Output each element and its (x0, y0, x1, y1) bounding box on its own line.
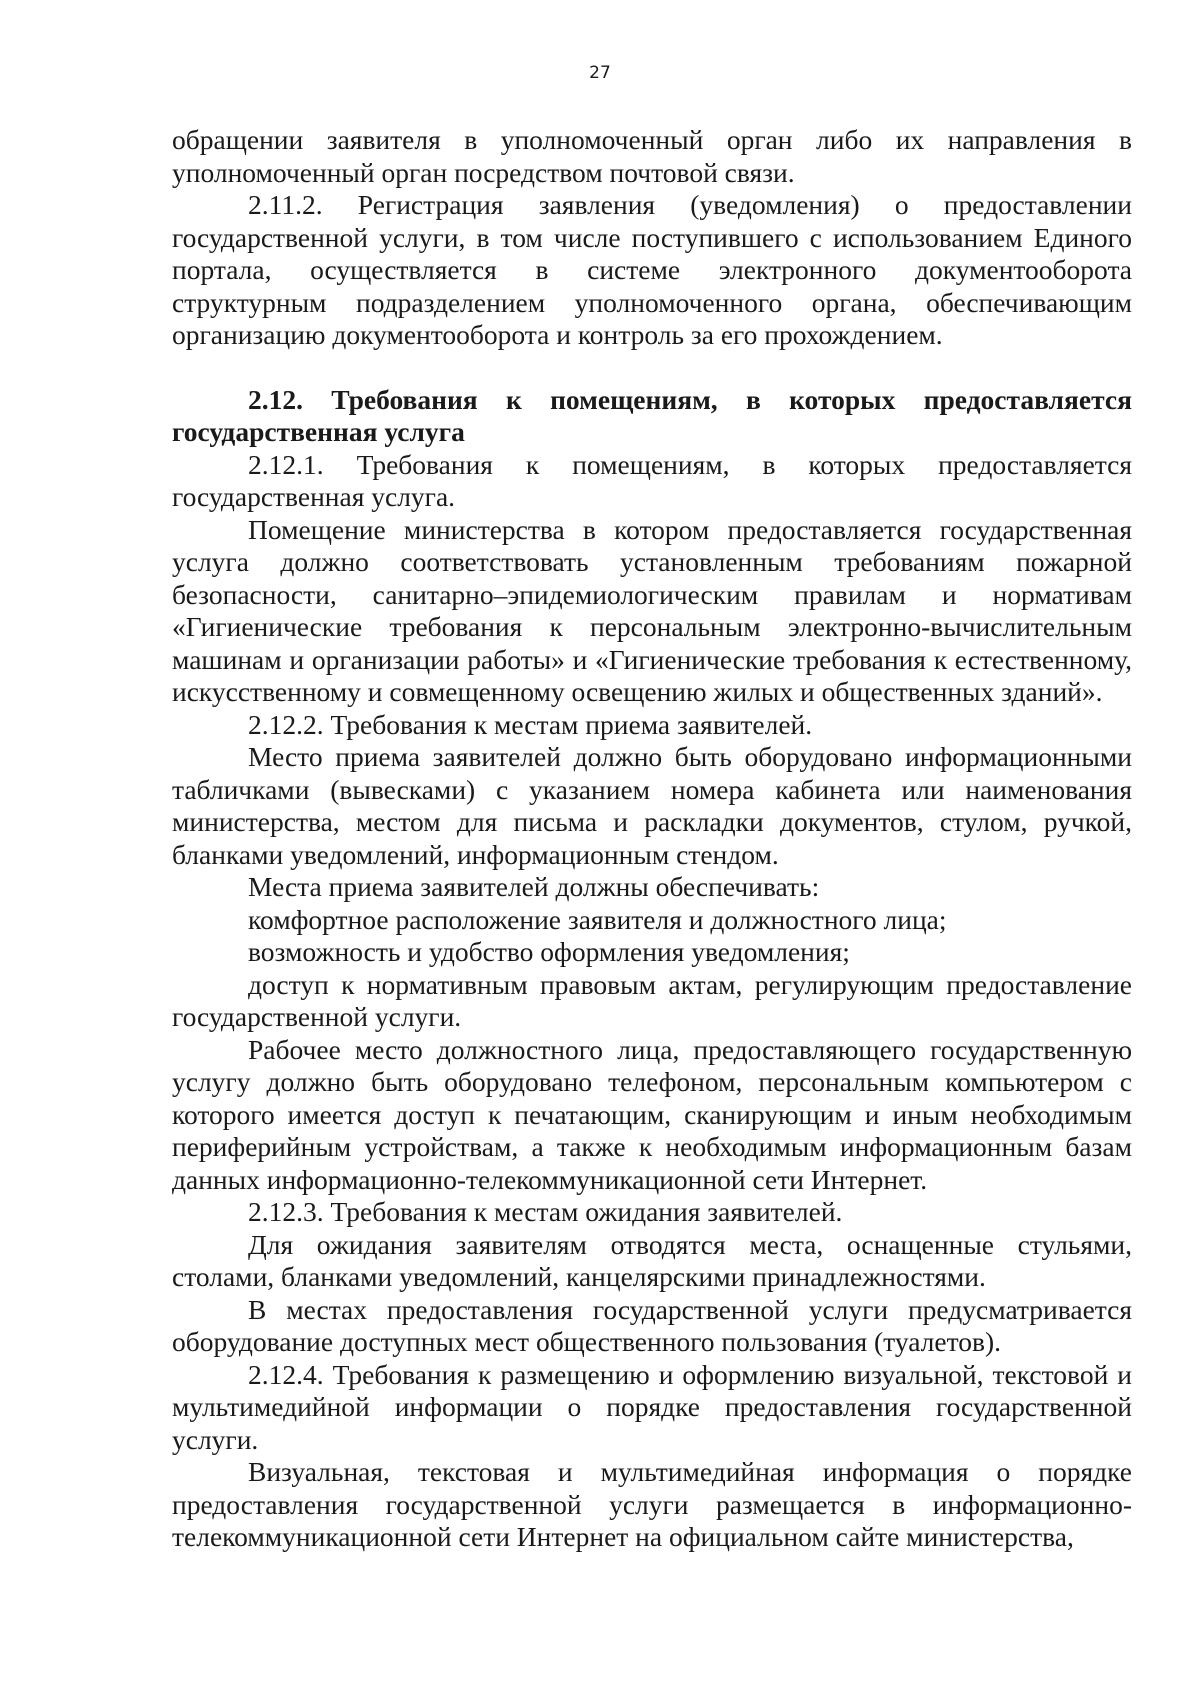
document-body (172, 124, 1132, 1554)
paragraph-2-12-3: 2.12.3. Требования к местам ожидания заявителей. (248, 1196, 843, 1227)
list-item-convenience: возможность и удобство оформления уведомления; (248, 936, 850, 967)
paragraph-2-12-2: 2.12.2. Требования к местам приема заявителей. (248, 708, 813, 740)
paragraph-restrooms: В местах предоставления государственной услуги предусматривается оборудование доступных мест общественного пользования (туалетов). (172, 1293, 1132, 1357)
list-item-comfort: комфортное расположение заявителя и должностного лица; (248, 903, 947, 935)
section-heading-2-12: 2.12. Требования к помещениям, в которых предоставляется государственная услуга (172, 383, 1132, 447)
paragraph-reception-provide: Места приема заявителей должны обеспечивать: (248, 871, 820, 902)
paragraph-workplace: Рабочее место должностного лица, предоставляющего государственную услугу должно быть оборудовано телефоном, персональным компьютером с которого имеется доступ к печатающим, сканирующим и иным необходимым периферийным устройствам, а также к необходимым информационным базам данных информационно-телекоммуникационной сети Интернет. (172, 1033, 1132, 1195)
paragraph-continuation: обращении заявителя в уполномоченный орган либо их направления в уполномоченный орган посредством почтовой связи. (172, 124, 1132, 188)
paragraph-waiting-places: Для ожидания заявителям отводятся места, оснащенные стульями, столами, бланками уведомлений, канцелярскими принадлежностями. (172, 1228, 1132, 1292)
paragraph-reception-equipment: Место приема заявителей должно быть оборудовано информационными табличками (вывесками) с указанием номера кабинета или наименования министерства, местом для письма и раскладки документов, стулом, ручкой, бланками уведомлений, информационным стендом. (172, 741, 1132, 870)
paragraph-premises-requirements: Помещение министерства в котором предоставляется государственная услуга должно соответствовать установленным требованиям пожарной безопасности, санитарно–эпидемиологическим правилам и нормативам «Гигиенические требования к персональным электронно-вычислительным машинам и организации работы» и «Гигиенические требования к естественному, искусственному и совмещенному освещению жилых и общественных зданий». (172, 513, 1132, 707)
list-item-legal-access: доступ к нормативным правовым актам, регулирующим предоставление государственной услуги. (172, 968, 1132, 1032)
paragraph-2-11-2: 2.11.2. Регистрация заявления (уведомления) о предоставлении государственной услуги, в том числе поступившего с использованием Единого портала, осуществляется в системе электронного документооборота структурным подразделением уполномоченного органа, обеспечивающим организацию документооборота и контроль за его прохождением. (172, 189, 1132, 350)
paragraph-2-12-1: 2.12.1. Требования к помещениям, в которых предоставляется государственная услуга. (172, 448, 1132, 512)
paragraph-visual-info: Визуальная, текстовая и мультимедийная информация о порядке предоставления государственной услуги размещается в информационно-телекоммуникационной сети Интернет на официальном сайте министерства, (172, 1456, 1132, 1552)
paragraph-2-12-4: 2.12.4. Требования к размещению и оформлению визуальной, текстовой и мультимедийной информации о порядке предоставления государственной услуги. (172, 1358, 1132, 1455)
page-number: 27 (589, 63, 611, 83)
